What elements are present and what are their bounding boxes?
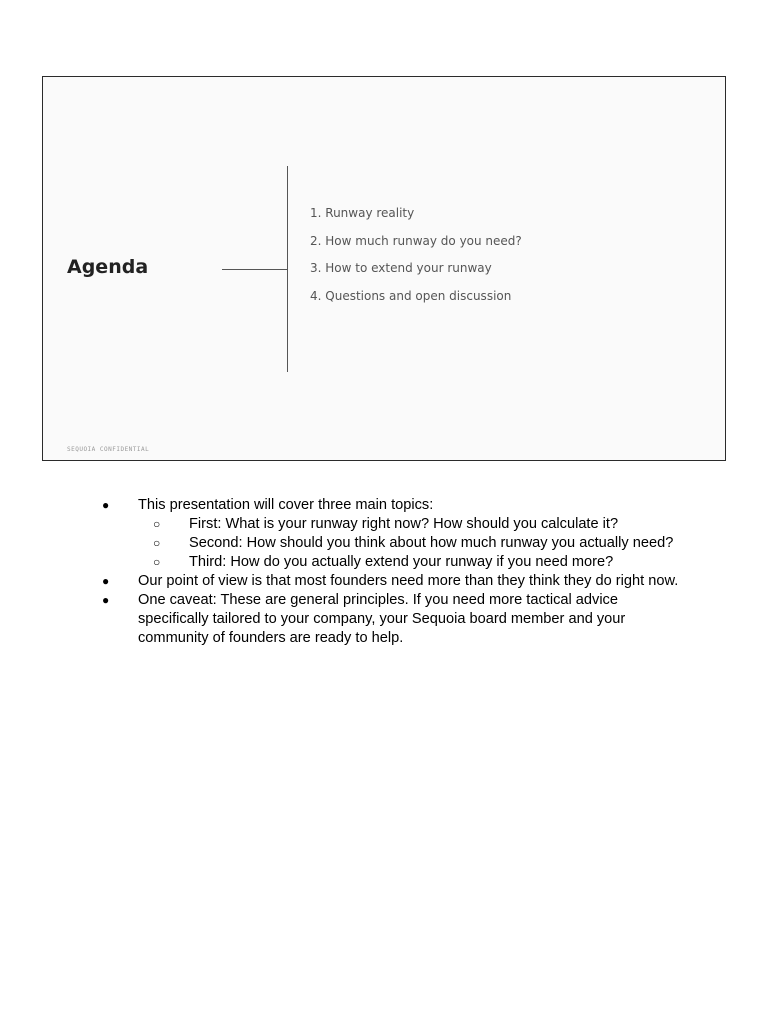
- sub-bullet-text: First: What is your runway right now? How should you calculate it?: [189, 516, 619, 532]
- bullet-text: This presentation will cover three main topics:: [138, 497, 434, 513]
- agenda-item-how-much-runway: 2. How much runway do you need?: [310, 233, 522, 248]
- bullet-icon: ●: [102, 593, 110, 607]
- agenda-item-runway-reality: 1. Runway reality: [310, 206, 415, 220]
- connector-vertical-line: [287, 166, 288, 372]
- sub-bullet-icon: ○: [153, 555, 161, 569]
- confidential-footer: SEQUOIA CONFIDENTIAL: [67, 446, 150, 453]
- notes-bullet-point-of-view: [0, 572, 690, 591]
- agenda-item-extend-runway: 3. How to extend your runway: [310, 261, 492, 276]
- agenda-item-questions: 4. Questions and open discussion: [310, 289, 512, 304]
- sub-bullet-text: Second: How should you think about how much runway you actually need?: [189, 535, 674, 551]
- notes-sub-bullet-third: [0, 553, 674, 572]
- slide-title: Agenda: [67, 256, 149, 278]
- notes-sub-bullet-second: [0, 534, 674, 553]
- bullet-text: Our point of view is that most founders need more than they think they do right now.: [138, 573, 679, 589]
- bullet-text: One caveat: These are general principles. If you need more tactical advice specifically tailored to your company, your Sequoia board member and your community of founders are ready to help.: [138, 592, 626, 646]
- agenda-slide: [42, 76, 726, 461]
- sub-bullet-icon: ○: [153, 517, 161, 531]
- sub-bullet-text: Third: How do you actually extend your runway if you need more?: [189, 554, 614, 570]
- notes-bullet-topics: [0, 496, 690, 515]
- notes-sub-bullet-first: [0, 515, 674, 534]
- agenda-list: [310, 203, 522, 314]
- notes-bullet-caveat: [0, 591, 690, 648]
- speaker-notes: [0, 496, 768, 648]
- sub-bullet-icon: ○: [153, 536, 161, 550]
- bullet-icon: ●: [102, 498, 110, 512]
- connector-horizontal-line: [222, 269, 288, 270]
- bullet-icon: ●: [102, 574, 110, 588]
